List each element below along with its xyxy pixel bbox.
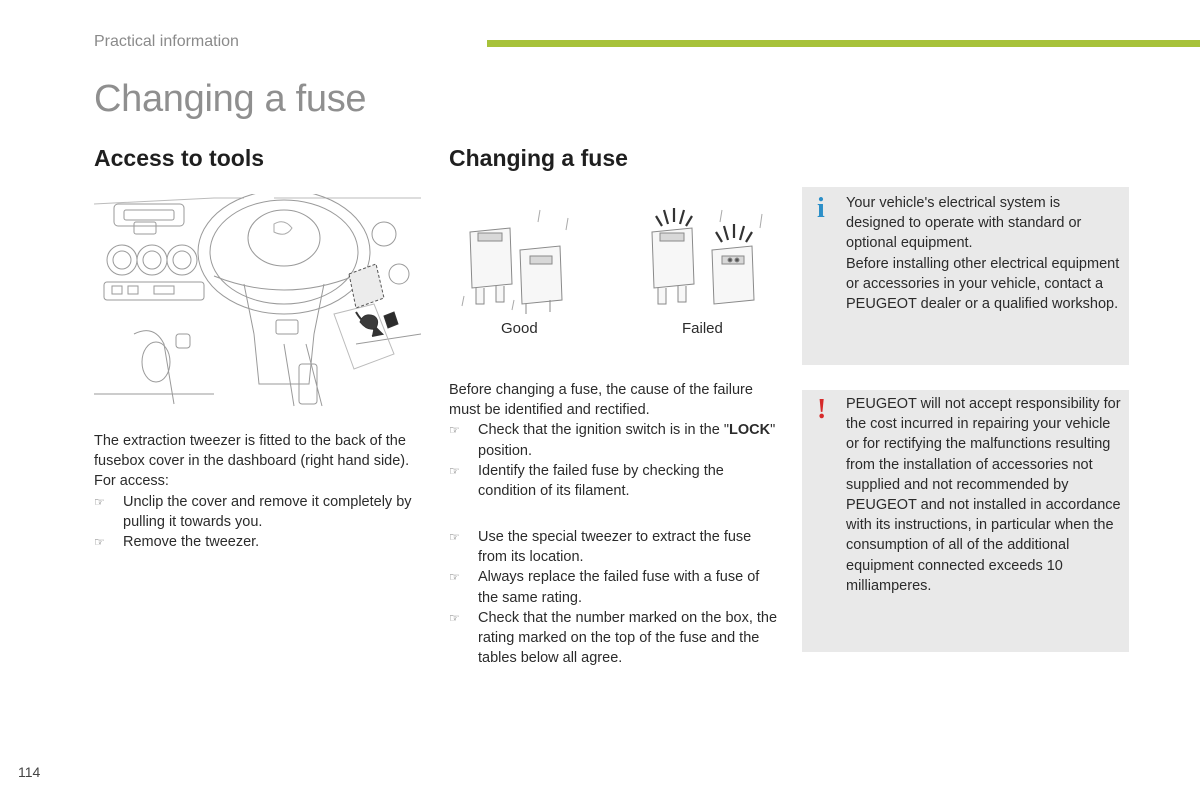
warning-icon: ! xyxy=(817,394,827,425)
info-icon: i xyxy=(817,193,825,224)
bullet-hand-icon: ☞ xyxy=(94,535,105,550)
bullet-hand-icon: ☞ xyxy=(94,494,105,509)
access-instructions xyxy=(94,431,419,552)
failed-fuse-label: Failed xyxy=(682,320,723,337)
bullet-hand-icon: ☞ xyxy=(449,423,460,438)
bullet-hand-icon: ☞ xyxy=(449,463,460,478)
section-label: Practical information xyxy=(94,33,239,50)
list-item: ☞ Unclip the cover and remove it completely by pulling it towards you. xyxy=(94,493,412,530)
list-item: ☞ Check that the number marked on the box, the rating marked on the top of the fuse and the tables below all agree. xyxy=(449,609,778,667)
list-item: ☞ Identify the failed fuse by checking the condition of its filament. xyxy=(449,462,724,500)
fuse-instructions-continued xyxy=(449,527,779,668)
dashboard-illustration xyxy=(94,194,421,412)
list-item: ☞ Check that the ignition switch is in the "LOCK" position. xyxy=(449,422,776,459)
list-item: ☞ Remove the tweezer. xyxy=(94,532,419,552)
info-note-text: Your vehicle's electrical system is designed to operate with standard or optional equipment. Before installing other electrical equipment or accessories in your vehicle, contact a PEUGEOT dealer or a qualified workshop. xyxy=(846,195,1120,313)
access-label: For access: xyxy=(94,473,169,490)
fuse-intro: Before changing a fuse, the cause of the failure must be identified and rectified. xyxy=(449,382,753,419)
page-title: Changing a fuse xyxy=(94,78,367,120)
bullet-hand-icon: ☞ xyxy=(449,610,460,625)
info-note-box xyxy=(802,187,1129,365)
good-fuse-illustration xyxy=(460,200,590,315)
bullet-hand-icon: ☞ xyxy=(449,570,460,585)
warning-note-text: PEUGEOT will not accept responsibility for the cost incurred in repairing your vehicle or for rectifying the malfunctions resulting from the installation of accessories not supplied and not recommended by PEUGEOT and not installed in accordance with its instructions, in particular when the consumption of all of the additional equipment connected exceeds 10 milliamperes. xyxy=(846,396,1121,594)
list-item: ☞ Always replace the failed fuse with a fuse of the same rating. xyxy=(449,569,760,606)
warning-note-box xyxy=(802,390,1129,652)
access-paragraph: The extraction tweezer is fitted to the back of the fusebox cover in the dashboard (right hand side). xyxy=(94,433,410,470)
page-number: 114 xyxy=(18,764,41,780)
changing-a-fuse-heading: Changing a fuse xyxy=(449,145,628,171)
failed-fuse-illustration xyxy=(640,200,770,315)
fuse-instructions xyxy=(449,380,779,501)
list-item: ☞ Use the special tweezer to extract the fuse from its location. xyxy=(449,529,752,566)
header-accent-bar xyxy=(487,40,1200,47)
good-fuse-label: Good xyxy=(501,320,538,337)
bullet-hand-icon: ☞ xyxy=(449,530,460,544)
access-to-tools-heading: Access to tools xyxy=(94,145,264,171)
